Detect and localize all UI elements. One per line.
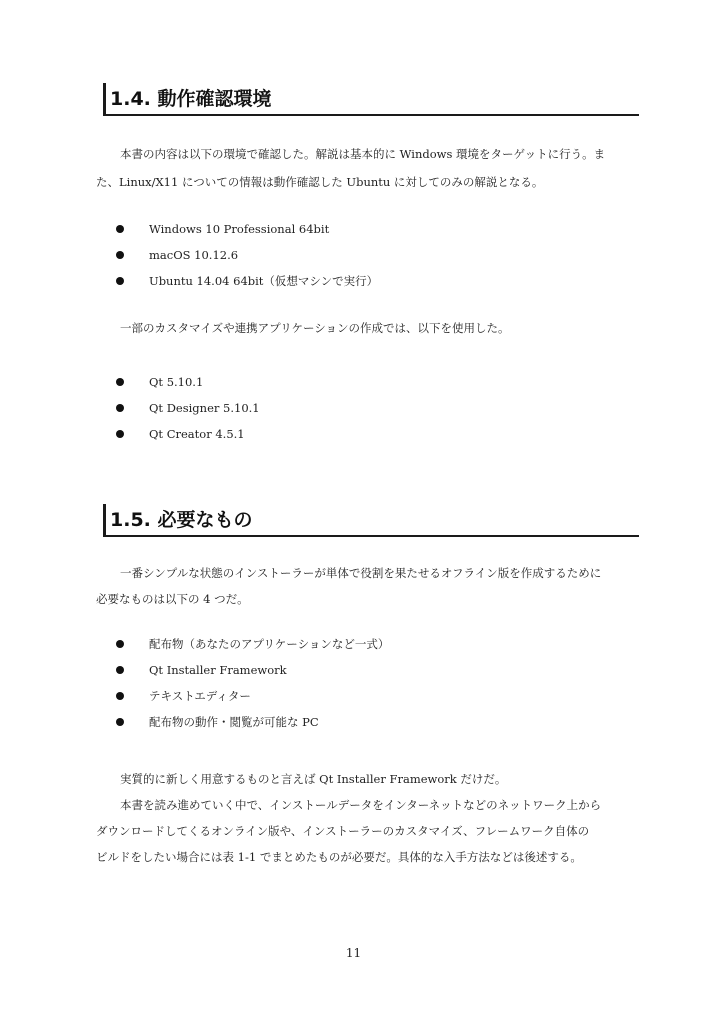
tools-intro-paragraph xyxy=(108,320,644,336)
intro-paragraph-1-5 xyxy=(96,560,644,612)
bullet-icon xyxy=(116,404,124,412)
bullet-icon xyxy=(116,378,124,386)
bullet-icon xyxy=(116,225,124,233)
section-heading-1-5 xyxy=(103,504,639,537)
document-page: 1.4. 動作確認環境 本書の内容は以下の環境で確認した。解説は基本的に Windows 環境をターゲットに行う。ま た、Linux/X11 についての情報は動作確認した Ubuntu に対してのみの解説となる。 Windows 10 Professional 64bit macOS 10.12.6 Ubuntu 14.04 64bit（仮想マシンで実行） 一部のカスタマイズや連携アプリケーションの作成では、以下を使用した。 Qt 5.10.1 Qt Designer 5.10.1 Qt Creator 4.5.1 1.5. 必要なもの 一番シンプルな状態のインストーラーが単体で役割を果たせるオフライン版を作成するために 必要なものは以下の 4 つだ。 配布物（あなたのアプリケーションなど一式） Qt Installer Framework テキストエディター 配布物の動作・閲覧が可能な PC 実質的に新しく用意するものと言えば Qt Installer Framework だけだ。 本書を読み進めていく中で、インストールデータをインターネットなどのネットワーク上から ダウンロードしてくるオンライン版や、インストーラーのカスタマイズ、フレームワーク自体の ビルドをしたい場合には表 1-1 でまとめたものが必要だ。具体的な入手方法などは後述する。 11 xyxy=(0,0,707,1024)
bullet-icon xyxy=(116,692,124,700)
bullet-icon xyxy=(116,640,124,648)
paragraph-line: 一部のカスタマイズや連携アプリケーションの作成では、以下を使用した。 xyxy=(120,321,510,335)
paragraph-line: 本書の内容は以下の環境で確認した。解説は基本的に Windows 環境をターゲットに行う。ま xyxy=(120,147,606,161)
bullet-icon xyxy=(116,718,124,726)
paragraph-line: た、Linux/X11 についての情報は動作確認した Ubuntu に対してのみの解説となる。 xyxy=(96,175,544,189)
paragraph-line: 実質的に新しく用意するものと言えば Qt Installer Framework だけだ。 xyxy=(120,772,507,786)
section-heading-1-4 xyxy=(103,83,639,116)
paragraph-line: ダウンロードしてくるオンライン版や、インストーラーのカスタマイズ、フレームワーク自体の xyxy=(96,824,590,838)
page-number: 11 xyxy=(345,946,362,960)
paragraph-line: 本書を読み進めていく中で、インストールデータをインターネットなどのネットワーク上から xyxy=(120,798,602,812)
paragraph-line: 一番シンプルな状態のインストーラーが単体で役割を果たせるオフライン版を作成するために xyxy=(120,566,602,580)
bullet-icon xyxy=(116,430,124,438)
paragraph-line: ビルドをしたい場合には表 1-1 でまとめたものが必要だ。具体的な入手方法などは後述する。 xyxy=(96,850,582,864)
bullet-icon xyxy=(116,666,124,674)
bullet-icon xyxy=(116,251,124,259)
section-title-1-4: 1.4. 動作確認環境 xyxy=(110,88,272,110)
intro-paragraph-1-4 xyxy=(96,140,644,196)
summary-paragraph xyxy=(96,766,644,870)
paragraph-line: 必要なものは以下の 4 つだ。 xyxy=(96,592,249,606)
bullet-icon xyxy=(116,277,124,285)
section-title-1-5: 1.5. 必要なもの xyxy=(110,509,253,531)
